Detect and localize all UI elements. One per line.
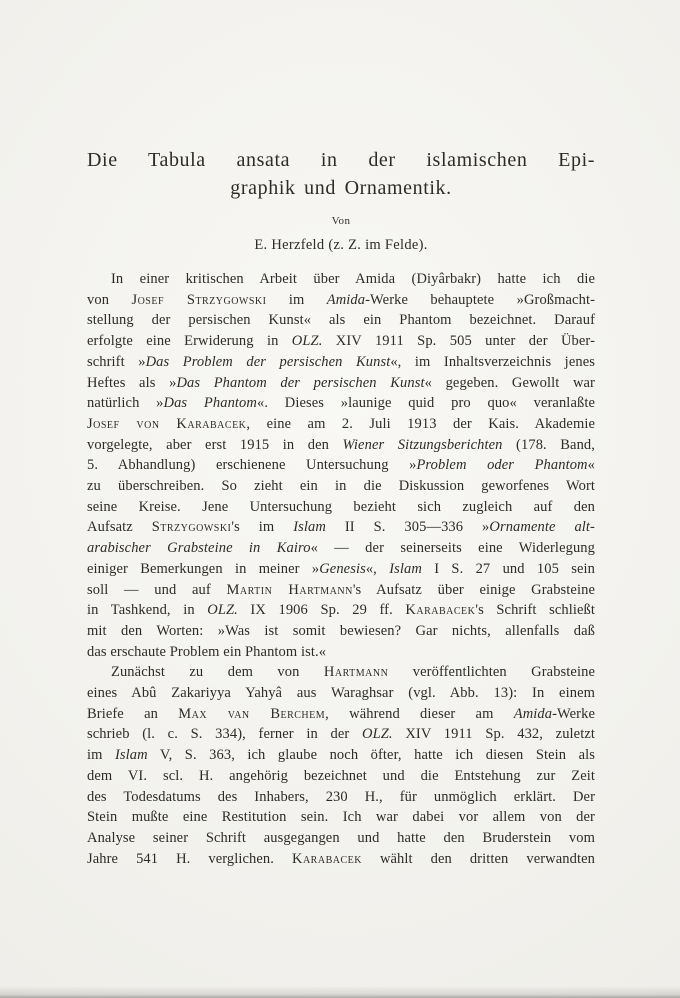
text-segment: 's im xyxy=(231,519,294,536)
text-line xyxy=(87,642,595,663)
italic-text: Amida xyxy=(513,705,553,722)
text-line xyxy=(87,352,595,373)
person-name: Josef von Karabacek xyxy=(87,415,247,432)
text-segment: das erschaute Problem ein Phantom ist.« xyxy=(87,643,327,660)
text-segment: in Tashkend, in xyxy=(87,602,208,619)
text-line xyxy=(87,662,595,683)
text-line xyxy=(87,435,595,456)
text-segment: Aufsatz xyxy=(87,519,152,536)
text-segment: erfolgte eine Erwiderung in xyxy=(87,333,292,350)
byline-von: Von xyxy=(331,215,351,227)
italic-text: Problem oder Phantom xyxy=(416,457,588,474)
text-segment: « gegeben. Gewollt war xyxy=(424,374,595,391)
italic-text: Amida xyxy=(326,291,366,308)
text-line xyxy=(87,310,595,331)
text-segment: mit den Worten: »Was ist somit bewiesen? Gar nichts, allenfalls daß xyxy=(87,622,595,639)
person-name: Max van Berchem xyxy=(178,705,326,722)
text-segment: (178. Band, xyxy=(502,436,596,453)
person-name: Martin Hartmann xyxy=(226,581,353,598)
text-segment: einiger Bemerkungen in meiner » xyxy=(87,560,320,577)
text-segment: von xyxy=(87,291,132,308)
text-segment: -Werke behauptete »Großmacht- xyxy=(365,291,595,308)
italic-text: OLZ. xyxy=(291,333,323,350)
text-segment: 's Aufsatz über einige Grabsteine xyxy=(352,581,595,598)
italic-text: Das Phantom der persischen Kunst xyxy=(176,374,425,391)
article-title-line-1: Die Tabula ansata in der islamischen Epi- xyxy=(87,149,595,171)
text-line xyxy=(87,849,595,870)
text-line xyxy=(87,683,595,704)
text-segment: In einer kritischen Arbeit über Amida (Diyârbakr) hatte ich die xyxy=(111,271,595,287)
text-segment: des Todesdatums des Inhabers, 230 H., für unmöglich erklärt. Der xyxy=(87,788,595,805)
text-segment: Heftes als » xyxy=(87,374,177,391)
italic-text: OLZ. xyxy=(362,726,393,743)
text-segment: Stein mußte eine Restitution sein. Ich war dabei vor allem von der xyxy=(87,809,595,826)
text-line xyxy=(87,517,595,538)
text-line xyxy=(87,290,595,311)
text-segment: zu überschreiben. So zieht ein in die Diskussion geworfenes Wort xyxy=(87,478,595,495)
text-segment: -Werke xyxy=(552,705,595,722)
text-segment: 's Schrift schließt xyxy=(475,602,595,619)
text-line xyxy=(87,828,595,849)
page-bottom-shadow xyxy=(0,986,680,998)
text-line xyxy=(87,766,595,787)
text-line xyxy=(87,455,595,476)
text-segment: XIV 1911 Sp. 505 unter der Über- xyxy=(322,333,596,350)
page-content xyxy=(87,146,595,869)
text-segment: XIV 1911 Sp. 432, zuletzt xyxy=(392,726,596,743)
text-line xyxy=(87,621,595,642)
italic-text: Islam xyxy=(389,560,422,577)
italic-text: Islam xyxy=(293,519,326,536)
article-title-line-2: graphik und Ornamentik. xyxy=(230,177,452,199)
text-segment: « xyxy=(587,457,595,474)
text-segment: Zunächst zu dem von xyxy=(111,664,324,681)
text-segment: Analyse seiner Schrift ausgegangen und hatte den Bruderstein vom xyxy=(87,829,595,846)
text-segment: IX 1906 Sp. 29 ff. xyxy=(237,602,406,619)
italic-text: arabischer Grabsteine in Kairo xyxy=(87,540,311,557)
text-line xyxy=(87,269,595,290)
italic-text: Islam xyxy=(114,747,148,764)
text-line xyxy=(87,373,595,394)
text-segment: « — der seinerseits eine Widerlegung xyxy=(310,540,595,557)
text-segment: V, S. 363, ich glaube noch öfter, hatte ich diesen Stein als xyxy=(147,747,596,764)
text-segment: Briefe an xyxy=(87,705,179,722)
text-line xyxy=(87,807,595,828)
text-line xyxy=(87,497,595,518)
text-line xyxy=(87,393,595,414)
text-line xyxy=(87,745,595,766)
text-segment: dem VI. scl. H. angehörig bezeichnet und die Entstehung zur Zeit xyxy=(87,767,595,784)
author-line: E. Herzfeld (z. Z. im Felde). xyxy=(254,237,428,253)
text-segment: «, xyxy=(365,560,390,577)
italic-text: Das Problem der persischen Kunst xyxy=(145,353,391,370)
text-line xyxy=(87,476,595,497)
text-line xyxy=(87,600,595,621)
text-line xyxy=(87,331,595,352)
text-segment: veröffentlichten Grabsteine xyxy=(388,664,595,681)
text-line xyxy=(87,704,595,725)
text-segment: schrieb (l. c. S. 334), ferner in der xyxy=(87,726,363,743)
text-line xyxy=(87,414,595,435)
text-segment: 5. Abhandlung) erschienene Untersuchung » xyxy=(87,457,417,474)
person-name: Hartmann xyxy=(323,664,389,681)
text-segment: , während dieser am xyxy=(325,705,514,722)
text-segment: , eine am 2. Juli 1913 der Kais. Akademie xyxy=(246,415,595,432)
text-segment: I S. 27 und 105 sein xyxy=(421,560,595,577)
text-segment: soll — und auf xyxy=(87,581,227,598)
text-segment: «, im Inhaltsverzeichnis jenes xyxy=(390,353,595,370)
italic-text: OLZ. xyxy=(207,602,238,619)
text-segment: «. Dieses »launige quid pro quo« veranlaßte xyxy=(256,395,595,412)
text-segment: II S. 305—336 » xyxy=(325,519,490,536)
text-line xyxy=(87,559,595,580)
text-segment: seine Kreise. Jene Untersuchung bezieht sich zugleich auf den xyxy=(87,498,595,515)
text-line xyxy=(87,787,595,808)
article-title xyxy=(87,146,595,202)
person-name: Karabacek xyxy=(291,850,362,867)
text-segment: im xyxy=(266,291,327,308)
text-line xyxy=(87,538,595,559)
italic-text: Wiener Sitzungsberichten xyxy=(342,436,503,453)
italic-text: Genesis xyxy=(319,560,366,577)
body-text xyxy=(87,269,595,869)
italic-text: Ornamente alt- xyxy=(489,519,595,536)
paragraph xyxy=(87,662,595,869)
text-segment: im xyxy=(87,747,115,764)
text-segment: stellung der persischen Kunst« als ein Phantom bezeichnet. Darauf xyxy=(87,312,595,329)
text-segment: wählt den dritten verwandten xyxy=(361,850,595,867)
text-segment: schrift » xyxy=(87,353,146,370)
text-segment: eines Abû Zakariyya Yahyâ aus Waraghsar (vgl. Abb. 13): In einem xyxy=(87,685,595,702)
text-segment: Jahre 541 H. verglichen. xyxy=(87,850,292,867)
text-segment: vorgelegte, aber erst 1915 in den xyxy=(87,436,343,453)
text-segment: natürlich » xyxy=(87,395,164,412)
person-name: Strzygowski xyxy=(151,519,232,536)
italic-text: Das Phantom xyxy=(163,395,257,412)
person-name: Josef Strzygowski xyxy=(131,291,267,308)
paragraph xyxy=(87,269,595,662)
text-line xyxy=(87,724,595,745)
text-line xyxy=(87,580,595,601)
person-name: Karabacek xyxy=(405,602,476,619)
